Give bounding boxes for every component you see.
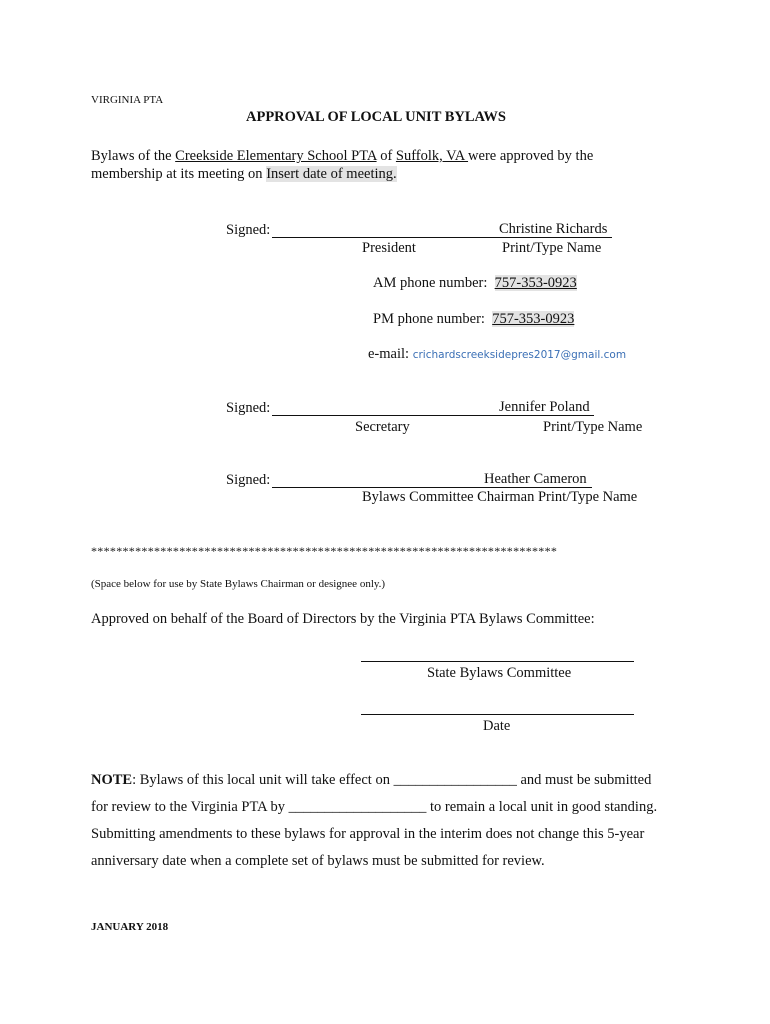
secretary-role: Secretary xyxy=(355,419,410,435)
pm-phone-row xyxy=(373,311,574,328)
president-signed-label: Signed: xyxy=(226,222,271,238)
intro-line-2 xyxy=(91,166,397,183)
pm-phone-label: PM phone number: xyxy=(373,311,485,327)
org-name: VIRGINIA PTA xyxy=(91,94,164,106)
email-row xyxy=(368,346,626,363)
am-phone-field[interactable]: 757-353-0923 xyxy=(494,275,577,291)
am-phone-label: AM phone number: xyxy=(373,275,488,291)
email-field[interactable]: crichardscreeksidepres2017@gmail.com xyxy=(412,349,627,361)
pm-phone-field[interactable]: 757-353-0923 xyxy=(492,311,575,327)
state-committee-signature-line[interactable] xyxy=(361,661,634,662)
intro-line-1 xyxy=(91,148,593,165)
unit-name-field[interactable]: Creekside Elementary School PTA xyxy=(175,148,377,164)
secretary-name-field[interactable]: Jennifer Poland xyxy=(499,399,590,415)
intro-of: of xyxy=(376,148,396,164)
approved-statement: Approved on behalf of the Board of Directors by the Virginia PTA Bylaws Committee: xyxy=(91,611,595,627)
state-date-label: Date xyxy=(483,718,511,734)
email-label: e-mail: xyxy=(368,346,410,362)
asterisk-divider: ************************************************************************** xyxy=(91,544,558,558)
intro-suffix: were approved by the xyxy=(468,148,594,164)
note-line-2: for review to the Virginia PTA by ___________________ to remain a local unit in good standing. xyxy=(91,799,658,815)
location-field[interactable]: Suffolk, VA xyxy=(395,148,469,164)
secretary-print-label: Print/Type Name xyxy=(543,419,643,435)
intro-prefix: Bylaws of the xyxy=(91,148,176,164)
note-line-4: anniversary date when a complete set of bylaws must be submitted for review. xyxy=(91,853,545,869)
intro-line2-prefix: membership at its meeting on xyxy=(91,166,267,182)
note-line-1 xyxy=(91,772,651,789)
am-phone-row xyxy=(373,275,577,292)
footer-date: JANUARY 2018 xyxy=(91,921,169,933)
meeting-date-field[interactable]: Insert date of meeting. xyxy=(266,166,397,182)
chair-role-print: Bylaws Committee Chairman Print/Type Name xyxy=(362,489,638,505)
secretary-signed-label: Signed: xyxy=(226,400,271,416)
state-date-line[interactable] xyxy=(361,714,634,715)
chair-name-field[interactable]: Heather Cameron xyxy=(484,471,587,487)
president-role: President xyxy=(362,240,416,256)
chair-signed-label: Signed: xyxy=(226,472,271,488)
note-line-3: Submitting amendments to these bylaws for approval in the interim does not change this 5-year xyxy=(91,826,645,842)
document-title: APPROVAL OF LOCAL UNIT BYLAWS xyxy=(246,109,506,125)
state-committee-label: State Bylaws Committee xyxy=(427,665,572,681)
state-use-note: (Space below for use by State Bylaws Chairman or designee only.) xyxy=(91,578,386,590)
president-print-label: Print/Type Name xyxy=(502,240,602,256)
president-name-field[interactable]: Christine Richards xyxy=(499,221,608,237)
note-line-1-text: : Bylaws of this local unit will take effect on _________________ and must be submitted xyxy=(132,772,652,788)
note-label: NOTE xyxy=(91,772,133,788)
